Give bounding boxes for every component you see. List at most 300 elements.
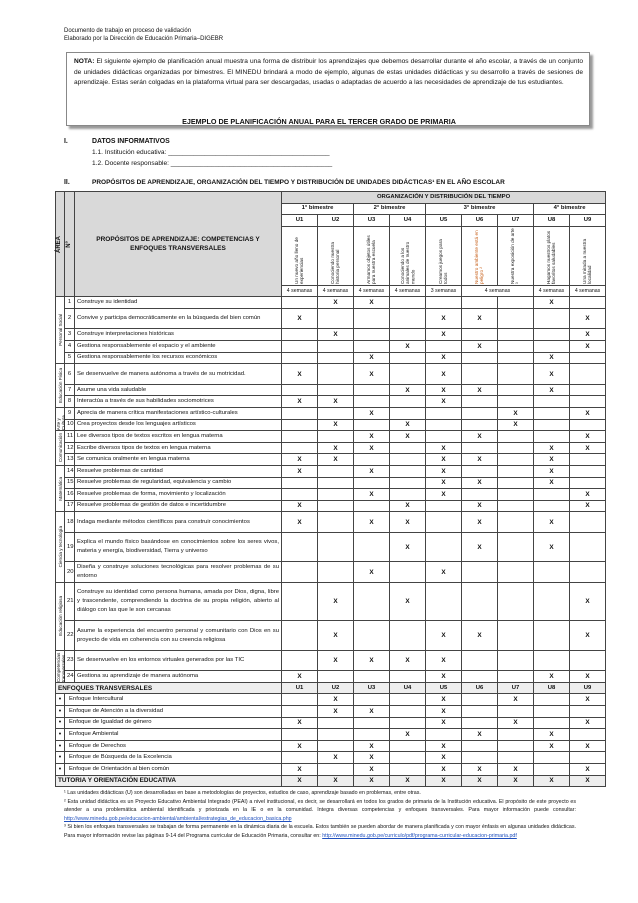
unit-mark: X bbox=[282, 775, 318, 787]
unit-mark: X bbox=[426, 775, 462, 787]
unit-mark: X bbox=[534, 352, 570, 364]
unit-mark bbox=[318, 465, 354, 477]
weeks-cell: 4 semanas bbox=[390, 285, 426, 297]
area-label: Arte y Cultura bbox=[56, 407, 65, 430]
unit-mark bbox=[498, 465, 534, 477]
unit-mark bbox=[498, 341, 534, 353]
unit-mark bbox=[282, 706, 318, 718]
unit-mark bbox=[354, 694, 390, 706]
bullet: • bbox=[56, 752, 65, 764]
unit-mark: X bbox=[426, 562, 462, 583]
unit-mark bbox=[570, 384, 606, 396]
table-row bbox=[56, 621, 606, 651]
unit-mark: X bbox=[570, 764, 606, 776]
unit-mark: X bbox=[390, 500, 426, 512]
unit-mark bbox=[498, 671, 534, 683]
unit-mark: X bbox=[426, 752, 462, 764]
unit-mark bbox=[534, 500, 570, 512]
unit-mark bbox=[390, 706, 426, 718]
unit-header: U6 bbox=[462, 215, 498, 227]
unit-mark bbox=[570, 477, 606, 489]
unit-mark bbox=[462, 489, 498, 501]
row-number: 15 bbox=[65, 477, 75, 489]
unit-mark bbox=[462, 364, 498, 385]
unit-mark bbox=[282, 729, 318, 741]
unit-mark bbox=[534, 489, 570, 501]
unit-mark bbox=[354, 384, 390, 396]
unit-header: U5 bbox=[426, 682, 462, 694]
unit-mark bbox=[462, 582, 498, 621]
unit-mark bbox=[354, 329, 390, 341]
unit-mark bbox=[498, 752, 534, 764]
unit-mark: X bbox=[462, 454, 498, 466]
unit-mark: X bbox=[426, 650, 462, 671]
unit-mark: X bbox=[462, 621, 498, 651]
unit-mark bbox=[462, 650, 498, 671]
unit-mark bbox=[390, 297, 426, 309]
weeks-cell: 3 semanas bbox=[426, 285, 462, 297]
unit-mark: X bbox=[282, 512, 318, 533]
unit-mark: X bbox=[318, 396, 354, 408]
unit-mark bbox=[534, 582, 570, 621]
unit-mark bbox=[498, 329, 534, 341]
row-number: 11 bbox=[65, 431, 75, 443]
unit-mark: X bbox=[498, 407, 534, 419]
transversal-text: Enfoque Ambiental bbox=[65, 729, 282, 741]
bullet: • bbox=[56, 694, 65, 706]
unit-mark: X bbox=[534, 477, 570, 489]
competency-text: Asume la experiencia del encuentro personal y comunitario con Dios en su proyecto de vida en coherencia con su creencia religiosa bbox=[75, 621, 282, 651]
competency-text: Lee diversos tipos de textos escritos en lengua materna bbox=[75, 431, 282, 443]
unit-mark: X bbox=[354, 407, 390, 419]
unit-mark: X bbox=[426, 764, 462, 776]
row-number: 21 bbox=[65, 582, 75, 621]
competency-text: Convive y participa democráticamente en la búsqueda del bien común bbox=[75, 308, 282, 329]
competency-text: Gestiona responsablemente los recursos económicos bbox=[75, 352, 282, 364]
unit-mark bbox=[282, 532, 318, 562]
unit-mark bbox=[462, 442, 498, 454]
unit-header: U4 bbox=[390, 682, 426, 694]
unit-mark bbox=[390, 489, 426, 501]
bullet: • bbox=[56, 740, 65, 752]
header-line-1: Documento de trabajo en proceso de validación bbox=[64, 28, 192, 34]
unit-mark: X bbox=[426, 454, 462, 466]
unit-mark: X bbox=[534, 384, 570, 396]
unit-header: U1 bbox=[282, 682, 318, 694]
unit-mark bbox=[390, 396, 426, 408]
unit-mark bbox=[318, 500, 354, 512]
unit-mark: X bbox=[426, 671, 462, 683]
unit-mark bbox=[534, 650, 570, 671]
table-row bbox=[56, 729, 606, 741]
table-row bbox=[56, 384, 606, 396]
unit-mark: X bbox=[534, 775, 570, 787]
unit-mark bbox=[570, 297, 606, 309]
unit-mark: X bbox=[318, 582, 354, 621]
weeks-cell: 4 semanas bbox=[570, 285, 606, 297]
unit-mark: X bbox=[390, 419, 426, 431]
unit-mark bbox=[390, 329, 426, 341]
unit-mark: X bbox=[354, 706, 390, 718]
unit-mark: X bbox=[354, 465, 390, 477]
transversal-text: Enfoque de Derechos bbox=[65, 740, 282, 752]
unit-mark bbox=[498, 582, 534, 621]
unit-mark bbox=[318, 477, 354, 489]
area-label: Educación religiosa bbox=[56, 582, 65, 650]
unit-mark bbox=[498, 500, 534, 512]
unit-mark: X bbox=[354, 740, 390, 752]
bimester-header: 2° bimestre bbox=[354, 203, 426, 215]
weeks-cell: 4 semanas bbox=[354, 285, 390, 297]
unit-mark: X bbox=[318, 454, 354, 466]
footnote-3-link[interactable]: http://www.minedu.gob.pe/curriculo/pdf/programa-curricular-educacion-primaria.pdf bbox=[322, 832, 517, 839]
row-number: 19 bbox=[65, 532, 75, 562]
teacher-line: 1.2. Docente responsable: ____________________________________________ bbox=[92, 160, 333, 167]
row-number: 13 bbox=[65, 454, 75, 466]
competency-text: Resuelve problemas de cantidad bbox=[75, 465, 282, 477]
unit-mark: X bbox=[534, 532, 570, 562]
row-number: 10 bbox=[65, 419, 75, 431]
unit-mark: X bbox=[534, 671, 570, 683]
unit-mark bbox=[354, 454, 390, 466]
unit-mark bbox=[282, 352, 318, 364]
unit-mark bbox=[534, 717, 570, 729]
unit-name: Nuestro ambiente está en peligro ² bbox=[462, 226, 498, 285]
unit-mark: X bbox=[570, 775, 606, 787]
unit-mark bbox=[318, 384, 354, 396]
unit-mark: X bbox=[390, 532, 426, 562]
unit-mark bbox=[282, 489, 318, 501]
unit-mark: X bbox=[570, 489, 606, 501]
unit-mark: X bbox=[534, 729, 570, 741]
unit-mark: X bbox=[570, 329, 606, 341]
unit-mark bbox=[282, 477, 318, 489]
row-number: 7 bbox=[65, 384, 75, 396]
unit-mark: X bbox=[318, 297, 354, 309]
competency-text: Aprecia de manera crítica manifestaciones artístico-culturales bbox=[75, 407, 282, 419]
unit-mark bbox=[426, 407, 462, 419]
purposes-header: PROPÓSITOS DE APRENDIZAJE: COMPETENCIAS Y ENFOQUES TRANSVERSALES bbox=[75, 192, 282, 297]
transversal-text: Enfoque Intercultural bbox=[65, 694, 282, 706]
unit-mark bbox=[354, 621, 390, 651]
table-row bbox=[56, 431, 606, 443]
competency-text: Se comunica oralmente en lengua materna bbox=[75, 454, 282, 466]
unit-mark: X bbox=[462, 775, 498, 787]
unit-mark: X bbox=[282, 671, 318, 683]
unit-mark: X bbox=[498, 717, 534, 729]
area-label: Matemática bbox=[56, 465, 65, 511]
unit-mark bbox=[390, 621, 426, 651]
unit-mark bbox=[534, 562, 570, 583]
row-number: 2 bbox=[65, 308, 75, 329]
unit-header: U7 bbox=[498, 682, 534, 694]
unit-mark bbox=[354, 500, 390, 512]
row-number: 23 bbox=[65, 650, 75, 671]
unit-mark: X bbox=[462, 308, 498, 329]
unit-mark bbox=[354, 729, 390, 741]
table-row bbox=[56, 512, 606, 533]
table-row bbox=[56, 740, 606, 752]
number-header: N° bbox=[65, 192, 75, 297]
unit-mark bbox=[390, 465, 426, 477]
table-row bbox=[56, 706, 606, 718]
unit-header: U8 bbox=[534, 215, 570, 227]
unit-header: U1 bbox=[282, 215, 318, 227]
footnote-2-link[interactable]: http://www.minedu.gob.pe/educacion-ambiental/ambiental/estrategias_de_educacion_basica.php bbox=[64, 815, 292, 822]
unit-mark: X bbox=[282, 454, 318, 466]
note-label: NOTA: bbox=[74, 58, 95, 65]
competency-text: Se desenvuelve de manera autónoma a través de su motricidad. bbox=[75, 364, 282, 385]
unit-mark bbox=[390, 308, 426, 329]
unit-mark bbox=[390, 671, 426, 683]
table-row bbox=[56, 308, 606, 329]
unit-mark: X bbox=[282, 764, 318, 776]
competency-text: Interactúa a través de sus habilidades sociomotrices bbox=[75, 396, 282, 408]
unit-mark bbox=[282, 341, 318, 353]
unit-mark: X bbox=[318, 706, 354, 718]
unit-mark: X bbox=[390, 650, 426, 671]
footnotes bbox=[64, 789, 576, 841]
note-box bbox=[66, 52, 590, 126]
unit-mark bbox=[534, 419, 570, 431]
unit-mark bbox=[390, 442, 426, 454]
table-row bbox=[56, 419, 606, 431]
unit-mark bbox=[282, 431, 318, 443]
unit-mark bbox=[498, 442, 534, 454]
row-number: 17 bbox=[65, 500, 75, 512]
unit-mark: X bbox=[282, 364, 318, 385]
unit-mark: X bbox=[282, 465, 318, 477]
unit-mark bbox=[390, 694, 426, 706]
unit-mark bbox=[462, 752, 498, 764]
bullet: • bbox=[56, 717, 65, 729]
unit-mark bbox=[570, 512, 606, 533]
unit-mark: X bbox=[318, 752, 354, 764]
unit-mark: X bbox=[318, 650, 354, 671]
unit-mark bbox=[498, 384, 534, 396]
unit-mark: X bbox=[318, 694, 354, 706]
unit-mark: X bbox=[570, 442, 606, 454]
table-row bbox=[56, 717, 606, 729]
unit-mark bbox=[318, 562, 354, 583]
unit-mark: X bbox=[462, 384, 498, 396]
unit-mark: X bbox=[354, 752, 390, 764]
unit-mark: X bbox=[426, 740, 462, 752]
unit-mark bbox=[282, 562, 318, 583]
unit-mark: X bbox=[354, 512, 390, 533]
unit-mark bbox=[570, 650, 606, 671]
unit-mark: X bbox=[390, 512, 426, 533]
unit-mark: X bbox=[498, 764, 534, 776]
unit-mark bbox=[534, 341, 570, 353]
unit-mark bbox=[462, 562, 498, 583]
unit-mark: X bbox=[390, 341, 426, 353]
bimester-header: 3° bimestre bbox=[426, 203, 534, 215]
unit-mark bbox=[426, 341, 462, 353]
unit-mark bbox=[282, 694, 318, 706]
section-2-title: PROPÓSITOS DE APRENDIZAJE, ORGANIZACIÓN DEL TIEMPO Y DISTRIBUCIÓN DE UNIDADES DIDÁCTICAS¹ EN EL AÑO ESCOLAR bbox=[92, 179, 505, 186]
unit-mark: X bbox=[462, 477, 498, 489]
weeks-cell: 4 semanas bbox=[462, 285, 534, 297]
unit-mark bbox=[318, 352, 354, 364]
unit-name: Nuestra exposición de arte ³ bbox=[498, 226, 534, 285]
unit-mark: X bbox=[570, 341, 606, 353]
table-row bbox=[56, 582, 606, 621]
unit-mark: X bbox=[570, 740, 606, 752]
unit-mark bbox=[534, 329, 570, 341]
unit-mark bbox=[282, 419, 318, 431]
unit-mark bbox=[318, 407, 354, 419]
unit-mark bbox=[318, 512, 354, 533]
unit-mark bbox=[570, 364, 606, 385]
area-label: Ciencia y tecnología bbox=[56, 512, 65, 583]
unit-mark bbox=[570, 419, 606, 431]
unit-mark: X bbox=[426, 396, 462, 408]
unit-mark: X bbox=[390, 775, 426, 787]
unit-mark: X bbox=[426, 717, 462, 729]
table-row bbox=[56, 297, 606, 309]
unit-header: U7 bbox=[498, 215, 534, 227]
unit-mark bbox=[498, 650, 534, 671]
row-number: 20 bbox=[65, 562, 75, 583]
unit-mark: X bbox=[462, 512, 498, 533]
unit-mark: X bbox=[354, 650, 390, 671]
unit-mark bbox=[498, 297, 534, 309]
unit-mark bbox=[318, 729, 354, 741]
unit-mark bbox=[570, 562, 606, 583]
unit-mark bbox=[390, 740, 426, 752]
row-number: 9 bbox=[65, 407, 75, 419]
document-header bbox=[64, 27, 223, 43]
unit-mark bbox=[390, 477, 426, 489]
competency-text: Construye su identidad bbox=[75, 297, 282, 309]
table-row bbox=[56, 477, 606, 489]
unit-mark bbox=[534, 308, 570, 329]
table-row bbox=[56, 489, 606, 501]
unit-mark bbox=[498, 396, 534, 408]
tutoria-label: TUTORIA Y ORIENTACIÓN EDUCATIVA bbox=[56, 775, 282, 787]
unit-mark: X bbox=[534, 465, 570, 477]
unit-name: Armamos objetos útiles para nuestra escuela bbox=[354, 226, 390, 285]
competency-text: Crea proyectos desde los lenguajes artísticos bbox=[75, 419, 282, 431]
unit-mark: X bbox=[426, 489, 462, 501]
unit-mark bbox=[462, 329, 498, 341]
unit-mark bbox=[534, 407, 570, 419]
unit-name: Creamos juegos para todos bbox=[426, 226, 462, 285]
unit-mark: X bbox=[462, 532, 498, 562]
competency-text: Construye interpretaciones históricas bbox=[75, 329, 282, 341]
area-label: Competencias transversales bbox=[56, 650, 65, 682]
unit-mark: X bbox=[570, 431, 606, 443]
unit-mark bbox=[318, 740, 354, 752]
unit-mark bbox=[462, 706, 498, 718]
unit-mark bbox=[354, 419, 390, 431]
unit-mark bbox=[390, 717, 426, 729]
unit-header: U5 bbox=[426, 215, 462, 227]
unit-mark bbox=[570, 465, 606, 477]
table-row bbox=[56, 764, 606, 776]
unit-mark bbox=[318, 489, 354, 501]
table-row bbox=[56, 352, 606, 364]
unit-mark bbox=[534, 706, 570, 718]
unit-header: U3 bbox=[354, 682, 390, 694]
unit-mark: X bbox=[570, 407, 606, 419]
row-number: 4 bbox=[65, 341, 75, 353]
unit-mark bbox=[390, 407, 426, 419]
row-number: 18 bbox=[65, 512, 75, 533]
unit-mark bbox=[534, 431, 570, 443]
unit-mark bbox=[282, 650, 318, 671]
competency-text: Explica el mundo físico basándose en conocimientos sobre los seres vivos, materia y energía, biodiversidad, Tierra y universo bbox=[75, 532, 282, 562]
unit-mark: X bbox=[390, 431, 426, 443]
unit-mark: X bbox=[498, 694, 534, 706]
unit-mark bbox=[282, 329, 318, 341]
unit-mark: X bbox=[534, 364, 570, 385]
unit-header: U8 bbox=[534, 682, 570, 694]
unit-mark bbox=[282, 752, 318, 764]
unit-mark: X bbox=[426, 465, 462, 477]
table-row bbox=[56, 364, 606, 385]
unit-mark bbox=[462, 465, 498, 477]
unit-mark bbox=[426, 532, 462, 562]
unit-mark: X bbox=[354, 489, 390, 501]
competency-text: Construye su identidad como persona humana, amada por Dios, digna, libre y trascendente, comprendiendo la doctrina de su propia religión, abierto al diálogo con las que le son cercanas bbox=[75, 582, 282, 621]
unit-mark bbox=[426, 512, 462, 533]
unit-mark bbox=[354, 532, 390, 562]
unit-name: Conociendo a los animales de nuestro mundo bbox=[390, 226, 426, 285]
footnote-2: ² Esta unidad didáctica es un Proyecto Educativo Ambiental Integrado (PEAI) a nivel institucional, es decir, se desarrollará en todos los grados de primaria de la Institución educativa. El propósito de este proyecto es atender a una problemática ambiental identificada y priorizada en la IE o en la comunidad. Integra diversas competencias y enfoques transversales. Para mayor información puede consultar: http://www.minedu.gob.pe/educacion-ambiental/ambiental/estrategias_de_educacion_basica.php bbox=[64, 798, 576, 822]
unit-mark bbox=[318, 308, 354, 329]
unit-mark bbox=[498, 562, 534, 583]
table-row bbox=[56, 465, 606, 477]
unit-name: Conociendo nuestra historia personal bbox=[318, 226, 354, 285]
unit-mark bbox=[390, 562, 426, 583]
unit-mark: X bbox=[570, 621, 606, 651]
row-number: 6 bbox=[65, 364, 75, 385]
area-header: ÁREA bbox=[56, 192, 65, 297]
unit-name: Una mirada a nuestra localidad bbox=[570, 226, 606, 285]
organization-header: ORGANIZACIÓN Y DISTRIBUCIÓN DEL TIEMPO bbox=[282, 192, 606, 204]
weeks-cell: 4 semanas bbox=[282, 285, 318, 297]
transversal-text: Enfoque de Igualdad de género bbox=[65, 717, 282, 729]
unit-mark bbox=[426, 297, 462, 309]
unit-mark bbox=[282, 297, 318, 309]
unit-mark: X bbox=[390, 729, 426, 741]
unit-mark: X bbox=[426, 621, 462, 651]
footnote-3: ³ Si bien los enfoques transversales se trabajan de forma permanente en la dinámica diaria de la escuela. Estos también se pueden abordar de manera planificada y con mayor énfasis en algunas unidades didácticas. Para mayor información revise las páginas 9-14 del Programa curricular de Educación Primaria, consultar en: http://www.minedu.gob.pe/curriculo/pdf/programa-curricular-educacion-primaria.pdf bbox=[64, 824, 576, 839]
table-row bbox=[56, 532, 606, 562]
unit-header: U2 bbox=[318, 682, 354, 694]
unit-mark bbox=[534, 752, 570, 764]
table-row bbox=[56, 500, 606, 512]
unit-mark: X bbox=[318, 419, 354, 431]
unit-mark: X bbox=[426, 477, 462, 489]
competency-text: Resuelve problemas de gestión de datos e incertidumbre bbox=[75, 500, 282, 512]
unit-mark: X bbox=[570, 694, 606, 706]
unit-mark bbox=[498, 706, 534, 718]
unit-mark bbox=[498, 477, 534, 489]
unit-mark bbox=[354, 477, 390, 489]
bullet: • bbox=[56, 764, 65, 776]
unit-mark: X bbox=[426, 364, 462, 385]
unit-mark: X bbox=[426, 329, 462, 341]
unit-mark bbox=[426, 431, 462, 443]
unit-mark: X bbox=[534, 297, 570, 309]
unit-mark bbox=[462, 694, 498, 706]
unit-mark bbox=[534, 764, 570, 776]
unit-mark bbox=[354, 582, 390, 621]
competency-text: Indaga mediante métodos científicos para construir conocimientos bbox=[75, 512, 282, 533]
